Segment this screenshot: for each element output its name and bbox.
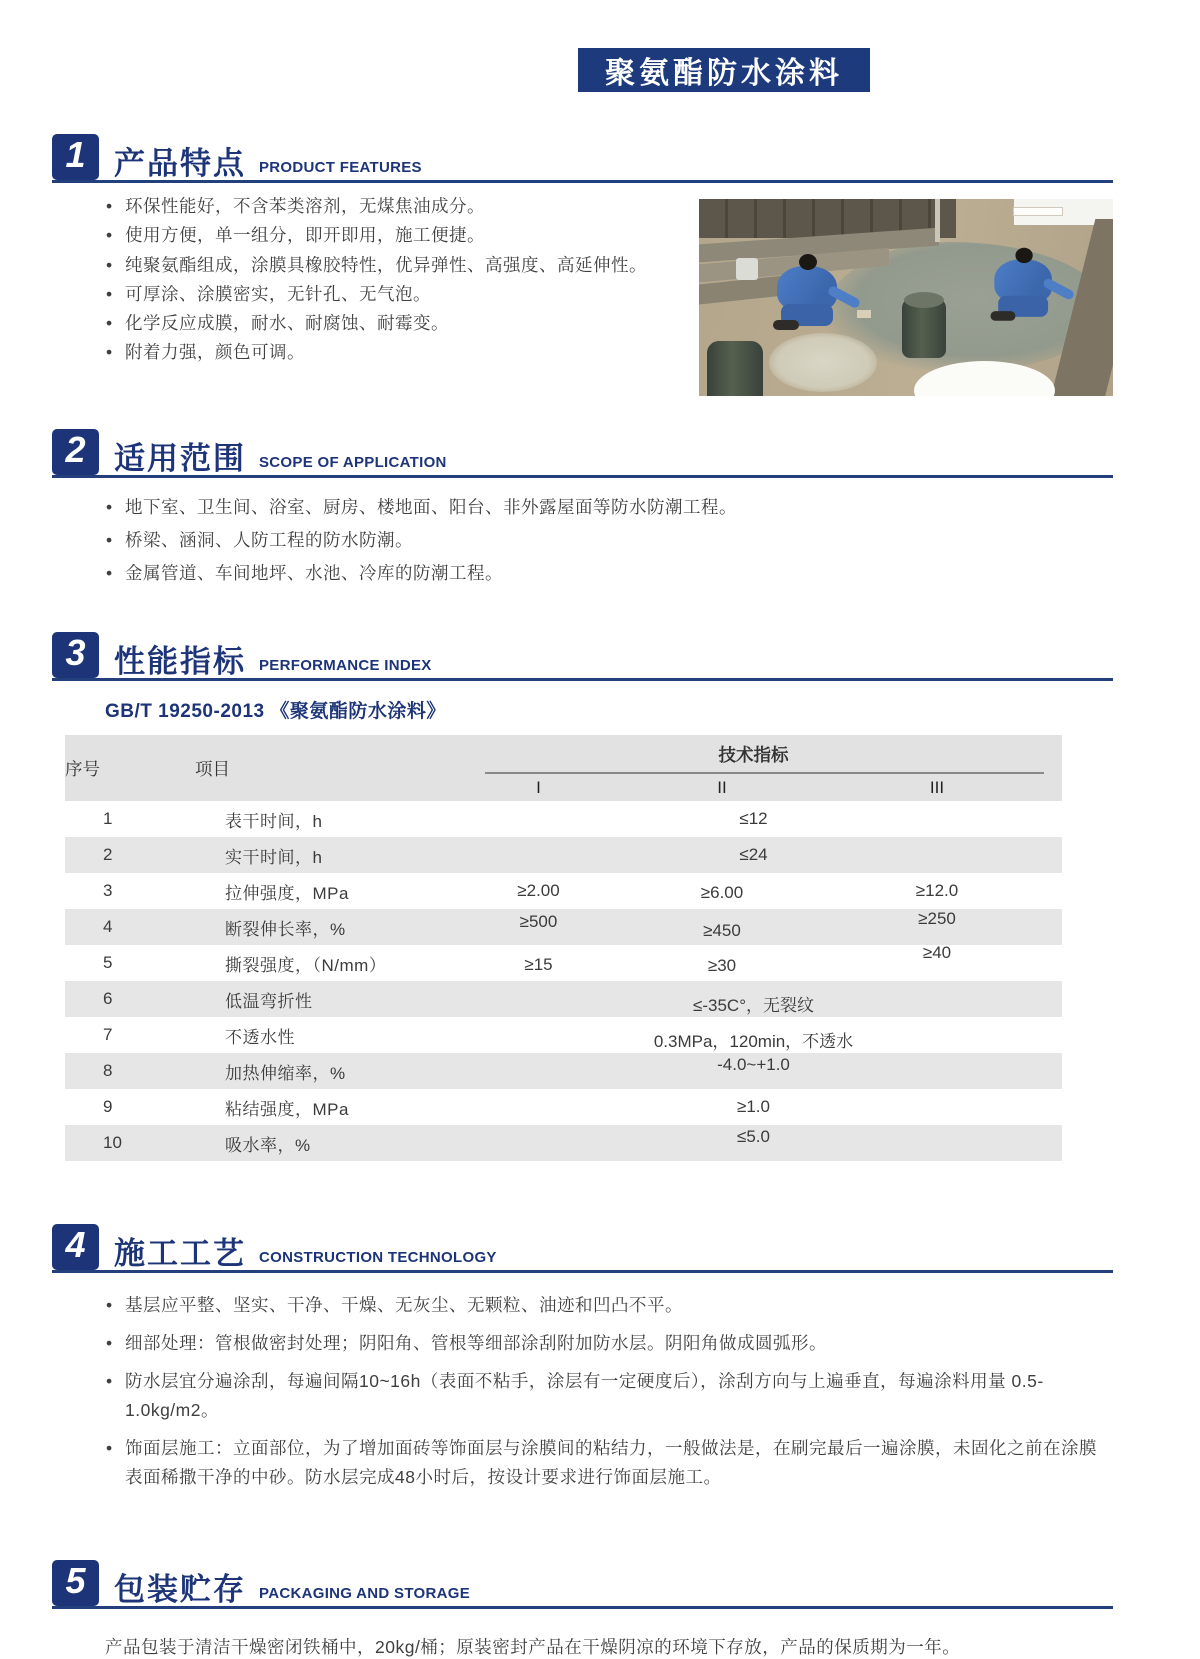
section-construction-technology <box>52 1218 1113 1491</box>
photo-barrel <box>707 341 763 396</box>
section-header <box>52 423 1113 478</box>
performance-table <box>65 735 1062 1161</box>
list-item: • 使用方便，单一组分，即开即用，施工便捷。 <box>105 226 699 245</box>
section-title-zh: 适用范围 <box>114 441 246 476</box>
col-header-no: 序号 <box>65 735 195 801</box>
photo-small-bucket <box>736 258 758 280</box>
section-number: 1 <box>65 134 86 175</box>
table-row: 3 拉伸强度，MPa ≥2.00 ≥6.00 ≥12.0 <box>103 881 959 903</box>
list-item: • 桥梁、涵洞、人防工程的防水防潮。 <box>105 530 1113 550</box>
section-number-badge <box>52 134 99 180</box>
section-title-zh: 产品特点 <box>114 146 246 181</box>
datasheet-page <box>0 48 1200 1657</box>
section-header <box>52 128 1113 183</box>
photo-pole <box>935 199 940 242</box>
list-item: • 饰面层施工：立面部位，为了增加面砖等饰面层与涂膜间的粘结力，一般做法是，在刷完最后一遍涂膜，未固化之前在涂膜表面稀撒干净的中砂。防水层完成48小时后，按设计要求进行饰面层施工。 <box>105 1434 1113 1492</box>
section-number-badge <box>52 632 99 678</box>
section-scope-of-application <box>52 423 1113 583</box>
list-item: • 环保性能好，不含苯类溶剂，无煤焦油成分。 <box>105 197 699 216</box>
list-item: • 地下室、卫生间、浴室、厨房、楼地面、阳台、非外露屋面等防水防潮工程。 <box>105 497 1113 517</box>
scope-list <box>52 497 1113 583</box>
col-header-grade-2: II <box>632 774 812 801</box>
list-item: • 可厚涂、涂膜密实，无针孔、无气泡。 <box>105 285 699 304</box>
application-photo <box>699 199 1113 396</box>
section-title-zh: 性能指标 <box>114 644 246 680</box>
section-number: 3 <box>65 632 86 674</box>
page-title: 聚氨酯防水涂料 <box>605 57 843 90</box>
list-item: • 基层应平整、坚实、干净、干燥、无灰尘、无颗粒、油迹和凹凸不平。 <box>105 1291 1113 1320</box>
section-number: 5 <box>65 1559 86 1601</box>
table-row: 2 实干时间，h ≤24 <box>65 837 1062 873</box>
section-title-zh: 施工工艺 <box>114 1236 246 1272</box>
section-header <box>52 626 1113 681</box>
col-header-item: 项目 <box>195 735 445 801</box>
section-packaging-storage <box>52 1554 1113 1659</box>
section-title-en: SCOPE OF APPLICATION <box>259 454 447 471</box>
table-row: 1 表干时间，h ≤12 <box>103 809 768 831</box>
section-number-badge <box>52 429 99 475</box>
section-number-badge <box>52 1224 99 1270</box>
section-number-badge <box>52 1560 99 1606</box>
table-row: 10 吸水率，% ≤5.0 <box>65 1125 1062 1161</box>
section-header <box>52 1554 1113 1609</box>
section-title-en: PERFORMANCE INDEX <box>259 657 432 675</box>
list-item: • 化学反应成膜，耐水、耐腐蚀、耐霉变。 <box>105 314 699 333</box>
section-header <box>52 1218 1113 1273</box>
col-header-tech: 技术指标 <box>445 735 1062 774</box>
section-title-zh: 包装贮存 <box>114 1571 246 1607</box>
col-header-grade-1: I <box>445 774 632 801</box>
col-header-grade-3: III <box>812 774 1062 801</box>
photo-pipe <box>1013 207 1063 216</box>
storage-description: 产品包装于清洁干燥密闭铁桶中，20kg/桶；原装密封产品在干燥阴凉的环境下存放，产品的保质期为一年。 <box>105 1636 961 1657</box>
list-item: • 附着力强，颜色可调。 <box>105 343 699 362</box>
table-row: 6 低温弯折性 ≤-35C°，无裂纹 <box>65 981 1062 1017</box>
feature-list <box>52 192 699 396</box>
list-item: • 纯聚氨酯组成，涂膜具橡胶特性，优异弹性、高强度、高延伸性。 <box>105 256 699 275</box>
standard-reference: GB/T 19250-2013 《聚氨酯防水涂料》 <box>105 701 446 723</box>
section-title-en: PACKAGING AND STORAGE <box>259 1584 471 1602</box>
table-row: 7 不透水性 0.3MPa，120min，不透水 <box>103 1025 854 1051</box>
table-row: 4 断裂伸长率，% ≥500 ≥450 ≥250 <box>65 909 1062 945</box>
section-product-features <box>52 128 1113 396</box>
photo-barrel <box>902 298 946 358</box>
table-row: 8 加热伸缩率，% -4.0~+1.0 <box>65 1053 1062 1089</box>
section-performance-index <box>52 626 1113 1161</box>
section-title-en: PRODUCT FEATURES <box>259 159 422 176</box>
list-item: • 防水层宜分遍涂刮，每遍间隔10~16h（表面不粘手，涂层有一定硬度后），涂刮方向与上遍垂直，每遍涂料用量 0.5-1.0kg/m2。 <box>105 1367 1113 1425</box>
list-item: • 细部处理：管根做密封处理；阴阳角、管根等细部涂刮附加防水层。阴阳角做成圆弧形。 <box>105 1329 1113 1358</box>
table-row: 5 撕裂强度，（N/mm） ≥15 ≥30 ≥40 <box>103 943 952 976</box>
section-number: 4 <box>65 1224 86 1266</box>
construction-step-list <box>52 1291 1113 1491</box>
photo-worker-left <box>765 254 855 344</box>
section-title-en: CONSTRUCTION TECHNOLOGY <box>259 1249 497 1267</box>
list-item: • 金属管道、车间地坪、水池、冷库的防潮工程。 <box>105 563 1113 583</box>
product-title-banner <box>578 48 870 92</box>
table-row: 9 粘结强度，MPa ≥1.0 <box>103 1097 770 1119</box>
section-number: 2 <box>65 429 86 470</box>
photo-worker-right <box>982 248 1068 334</box>
